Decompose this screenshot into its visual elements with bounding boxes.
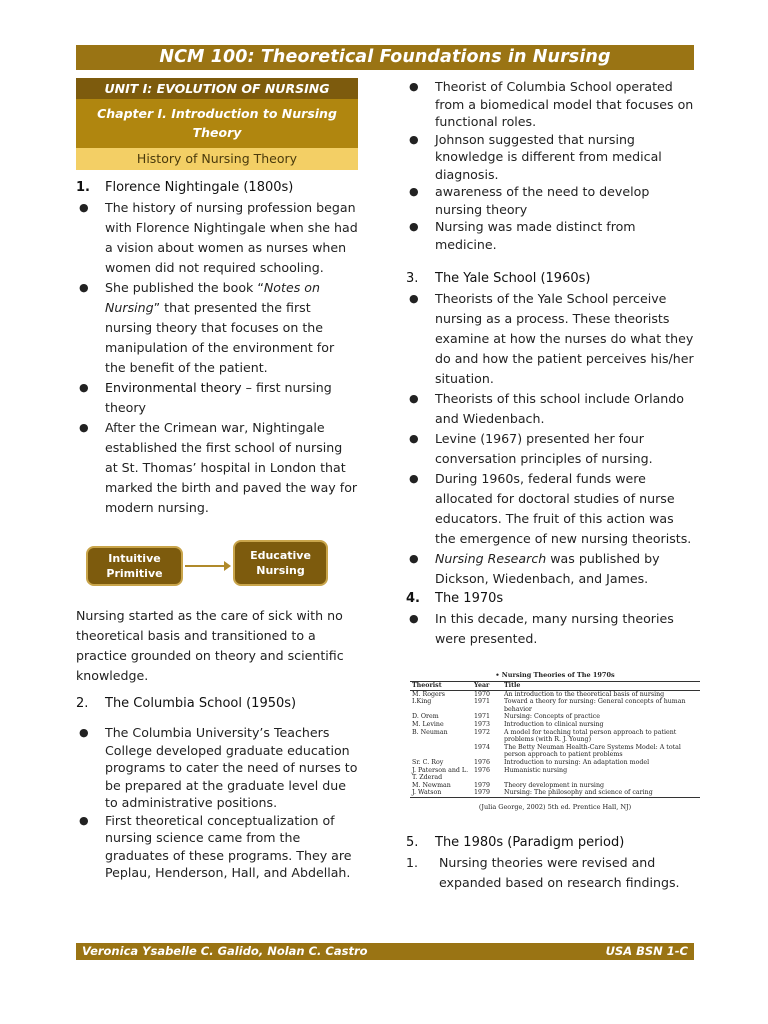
bullet-icon: ● [409, 185, 419, 198]
list-item: ● In this decade, many nursing theories were presented. [406, 609, 696, 649]
table-cell: 1979 [472, 789, 502, 797]
table-caption: (Julia George, 2002) 5th ed. Prentice Hall, NJ) [478, 802, 632, 811]
list-item: ● awareness of the need to develop nursing theory [406, 183, 696, 218]
bullet-icon: ● [409, 392, 419, 405]
section-heading [406, 589, 696, 609]
list-item: ● Theorist of Columbia School operated from a biomedical model that focuses on functional roles. [406, 78, 696, 131]
table-header: Theorist [410, 682, 472, 691]
table-header: Title [502, 682, 700, 691]
list-item: ● The Columbia University’s Teachers College developed graduate education programs to cater the need of nurses to be prepared at the graduate level due to administrative positions. [76, 724, 358, 812]
table-cell: J. Watson [410, 789, 472, 797]
table-cell: 1979 [474, 781, 491, 789]
table-cell: I.King [412, 698, 432, 706]
bullet-icon: ● [409, 432, 419, 445]
table-cell: 1970 [474, 690, 491, 698]
table-cell: 1974 [474, 743, 491, 751]
table-cell: Introduction to nursing: An adaptation model [504, 758, 650, 766]
bullet-icon: ● [409, 552, 419, 565]
table-cell: 1971 [474, 698, 491, 706]
arrow-right-icon [185, 565, 229, 567]
table-cell: Theory development in nursing [504, 781, 605, 789]
table-cell: 1973 [474, 720, 491, 728]
table-cell: An introduction to the theoretical basis of nursing [504, 690, 665, 698]
table-row [410, 713, 700, 721]
list-item: ● Nursing was made distinct from medicine. [406, 218, 696, 253]
unit-heading: UNIT I: EVOLUTION OF NURSING [76, 78, 358, 99]
list-item: ● Levine (1967) presented her four conversation principles of nursing. [406, 429, 696, 469]
table-row [410, 729, 700, 744]
item-number: 1. [406, 854, 419, 870]
footer-course: USA BSN 1-C [605, 944, 688, 958]
list-item: ● Environmental theory – first nursing theory [76, 378, 358, 418]
section-number: 2. [76, 696, 89, 711]
list-item: ● After the Crimean war, Nightingale established the first school of nursing at St. Thomas’ hospital in London that marked the birth and paved the way for modern nursing. [76, 418, 358, 518]
table-cell: 1976 [474, 766, 491, 774]
table-cell [410, 744, 472, 759]
table-cell: Nursing: Concepts of practice [504, 713, 600, 721]
bullet-icon: ● [79, 201, 89, 214]
table-cell: M. Newman [412, 781, 451, 789]
list-item: ● Theorists of this school include Orlando and Wiedenbach. [406, 389, 696, 429]
table-cell: Toward a theory for nursing: General concepts of human behavior [504, 698, 686, 713]
chapter-heading: Chapter I. Introduction to Nursing Theory [76, 99, 358, 148]
bullet-icon: ● [409, 612, 419, 625]
table-cell: Sr. C. Roy [412, 758, 444, 766]
table-cell: A model for teaching total person approach to patient problems (with R. J. Young) [504, 728, 677, 744]
diagram-box-educative: Educative Nursing [233, 540, 328, 586]
table-cell: Introduction to clinical nursing [504, 720, 604, 728]
list-item: ● During 1960s, federal funds were allocated for doctoral studies of nurse educators. The fruit of this action was the emergence of new nursing theorists. [406, 469, 696, 549]
table-row [410, 767, 700, 782]
section-heading [76, 178, 358, 198]
table-cell: M. Levine [412, 720, 444, 728]
table-row [410, 690, 700, 698]
section-title: Florence Nightingale (1800s) [105, 180, 294, 195]
theories-table [410, 681, 700, 798]
section-number: 5. [406, 834, 419, 850]
section-heading [406, 833, 696, 853]
section-number: 3. [406, 271, 419, 286]
table-cell: J. Paterson and L. T. Zderad [412, 766, 469, 782]
bullet-icon: ● [409, 292, 419, 305]
list-item: ● Nursing Research was published by Dickson, Wiedenbach, and James. [406, 549, 696, 589]
section-heading [406, 269, 696, 289]
table-row [410, 721, 700, 729]
list-item: ● The history of nursing profession began with Florence Nightingale when she had a vision about women as nurses when women did not required schooling. [76, 198, 358, 278]
section-number: 4. [406, 591, 420, 606]
bullet-icon: ● [79, 726, 89, 739]
bullet-icon: ● [79, 421, 89, 434]
footer-authors: Veronica Ysabelle C. Galido, Nolan C. Castro [82, 944, 368, 958]
footer [76, 943, 694, 960]
table-cell: 1976 [474, 758, 491, 766]
table-title: • Nursing Theories of The 1970s [495, 671, 615, 679]
section-title: The 1970s [435, 591, 504, 606]
list-item: ● Johnson suggested that nursing knowledge is different from medical diagnosis. [406, 131, 696, 184]
table-cell: M. Rogers [412, 690, 445, 698]
table-cell: Nursing: The philosophy and science of caring [502, 789, 700, 797]
table-cell: The Betty Neuman Health-Care Systems Model: A total person approach to patient problems [504, 743, 681, 759]
list-item: ● First theoretical conceptualization of nursing science came from the graduates of these programs. They are Peplau, Henderson, Hall, and Abdellah. [76, 812, 358, 882]
bullet-icon: ● [409, 80, 419, 93]
list-item: 1. Nursing theories were revised and expanded based on research findings. [406, 853, 696, 893]
table-row [410, 744, 700, 759]
table-cell: B. Neuman [412, 728, 448, 736]
right-column [406, 78, 696, 893]
evolution-diagram [76, 540, 358, 606]
list-item: ● She published the book “Notes on Nursing” that presented the first nursing theory that focuses on the manipulation of the environment for the benefit of the patient. [76, 278, 358, 378]
paragraph: Nursing started as the care of sick with no theoretical basis and transitioned to a practice grounded on theory and scientific knowledge. [76, 608, 344, 683]
table-header: Year [472, 682, 502, 691]
section-heading [76, 694, 358, 714]
theories-table-figure [410, 669, 700, 811]
subtopic-heading: History of Nursing Theory [76, 148, 358, 170]
section-number: 1. [76, 180, 90, 195]
section-title: The 1980s (Paradigm period) [435, 834, 625, 850]
table-row [410, 698, 700, 713]
bullet-icon: ● [409, 132, 419, 146]
table-row [410, 759, 700, 767]
bullet-icon: ● [409, 472, 419, 485]
table-cell: Humanistic nursing [504, 766, 568, 774]
table-cell: 1972 [474, 728, 491, 736]
bullet-icon: ● [79, 281, 89, 294]
list-item: ● Theorists of the Yale School perceive nursing as a process. These theorists examine at how the nurses do what they do and how the patient perceives his/her situation. [406, 289, 696, 389]
table-row [410, 789, 700, 797]
diagram-box-intuitive: Intuitive Primitive [86, 546, 183, 586]
bullet-icon: ● [79, 381, 89, 394]
table-cell: 1971 [474, 713, 491, 721]
table-cell: D. Orem [412, 713, 439, 721]
section-title: The Yale School (1960s) [435, 271, 591, 286]
bullet-icon: ● [79, 813, 89, 827]
left-column [76, 78, 358, 882]
table-row [410, 782, 700, 790]
bullet-icon: ● [409, 220, 419, 233]
document-title: NCM 100: Theoretical Foundations in Nursing [76, 45, 694, 70]
section-title: The Columbia School (1950s) [105, 696, 297, 711]
